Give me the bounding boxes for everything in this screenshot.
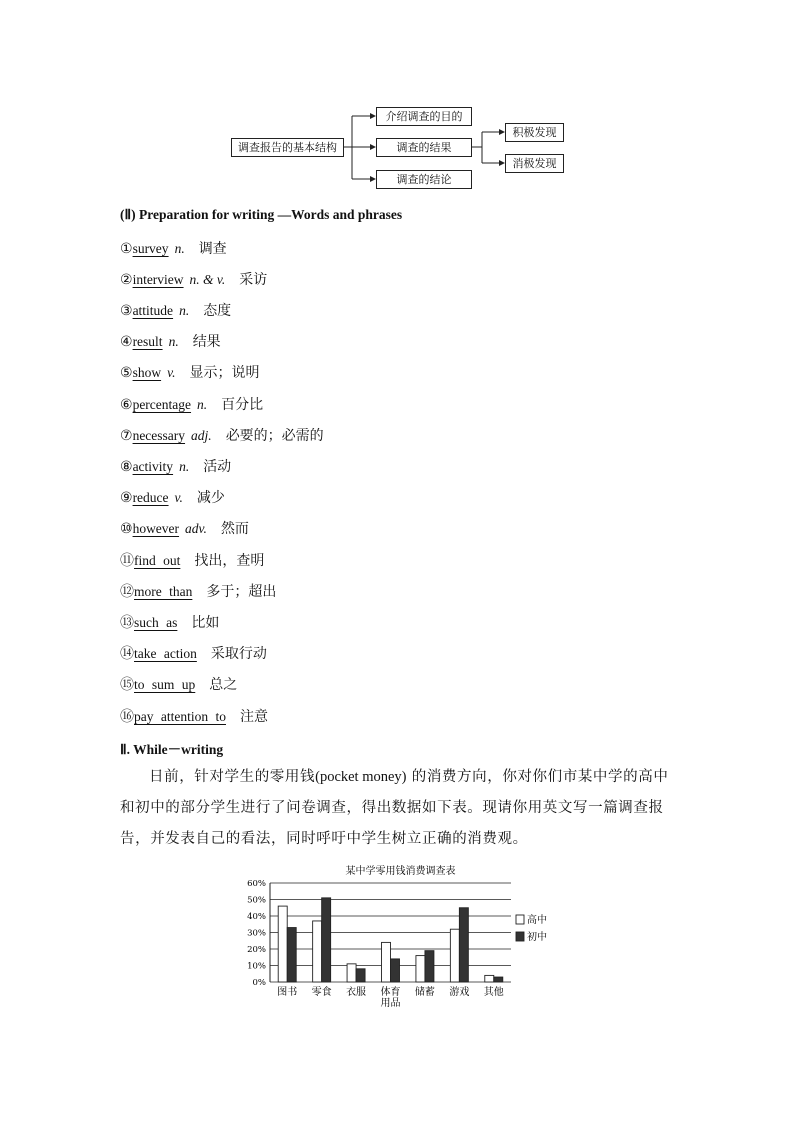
vocab-meaning: 然而: [220, 521, 249, 537]
vocab-meaning: 显示；说明: [189, 365, 260, 381]
vocab-meaning: 百分比: [221, 397, 264, 413]
legend-label: 初中: [527, 932, 547, 943]
legend-swatch: [516, 932, 524, 941]
bar: [485, 975, 494, 982]
vocab-pos: adj.: [191, 428, 212, 443]
vocab-word: show: [132, 365, 162, 380]
vocab-item: [120, 674, 237, 694]
vocab-meaning: 采访: [239, 272, 268, 288]
vocab-meaning: 找出，查明: [194, 553, 265, 569]
vocab-word: pay attention to: [134, 709, 226, 724]
vocab-number: ⑤: [120, 365, 133, 381]
vocab-number: ⑭: [120, 646, 134, 662]
vocab-pos: adv.: [185, 521, 207, 536]
y-tick-label: 10%: [247, 961, 266, 972]
vocab-meaning: 注意: [239, 709, 268, 725]
vocab-word: result: [132, 334, 163, 349]
bar: [287, 928, 296, 982]
diagram-root-box: 调查报告的基本结构: [231, 138, 344, 157]
vocab-word: however: [132, 521, 180, 536]
vocab-number: ⑧: [120, 459, 133, 475]
diagram-conclusion-box: 调查的结论: [376, 170, 472, 189]
vocab-word: necessary: [132, 428, 186, 443]
vocab-number: ⑥: [120, 397, 133, 413]
bar: [425, 951, 434, 982]
vocab-item: [120, 581, 276, 601]
y-tick-label: 0%: [252, 978, 266, 988]
vocab-pos: v.: [167, 365, 176, 380]
vocab-item: [120, 238, 227, 258]
x-tick-label: 游戏: [449, 987, 470, 998]
vocab-pos: n. & v.: [189, 272, 226, 287]
x-tick-label: 体育: [380, 987, 401, 998]
vocab-number: ③: [120, 303, 133, 319]
vocab-meaning: 采取行动: [210, 646, 267, 662]
while-writing-heading: Ⅱ. While－writing: [120, 742, 224, 757]
vocab-item: [120, 300, 231, 320]
vocab-number: ⑬: [120, 615, 134, 631]
bar: [494, 977, 503, 982]
vocab-item: [120, 487, 225, 507]
vocab-meaning: 活动: [203, 459, 232, 475]
vocab-item: [120, 456, 231, 476]
bar: [391, 959, 400, 982]
task-paragraph: [120, 762, 680, 855]
vocab-word: activity: [132, 459, 174, 474]
bar: [313, 921, 322, 982]
spending-bar-chart: [220, 860, 560, 1020]
vocab-word: reduce: [132, 490, 169, 505]
vocab-number: ⑫: [120, 584, 134, 600]
vocab-item: [120, 425, 324, 445]
vocab-meaning: 总之: [209, 677, 238, 693]
x-tick-label: 其他: [483, 987, 504, 998]
preparation-heading: (Ⅱ) Preparation for writing —Words and phrases: [120, 207, 403, 222]
chart-title: 某中学零用钱消费调查表: [345, 866, 456, 877]
y-tick-label: 40%: [247, 912, 266, 922]
vocab-word: attitude: [132, 303, 174, 318]
legend-label: 高中: [527, 915, 547, 926]
legend-swatch: [516, 915, 524, 924]
bar: [459, 908, 468, 982]
vocab-word: take action: [134, 646, 197, 661]
x-tick-label: 储蓄: [414, 987, 435, 998]
vocab-item: [120, 643, 267, 663]
y-tick-label: 20%: [247, 945, 266, 955]
x-tick-label: 零食: [311, 987, 332, 998]
bar: [356, 969, 365, 982]
y-tick-label: 50%: [247, 895, 266, 906]
bar: [322, 898, 331, 982]
vocab-number: ⑩: [120, 521, 133, 537]
task-text-end: 的消费方向，你对你们市某中学的高中和初中的部分学生进行了问卷调查，得出数据如下表。现请你用英文写一篇调查报告，并发表自己的看法，同时呼吁中学生树立正确的消费观。: [120, 769, 669, 847]
vocab-number: ②: [120, 272, 133, 288]
task-text-latin: (pocket money): [315, 769, 407, 785]
vocab-item: [120, 518, 249, 538]
vocab-word: survey: [132, 241, 169, 256]
bar: [416, 956, 425, 982]
vocab-pos: n.: [179, 459, 190, 474]
y-tick-label: 60%: [247, 879, 266, 889]
vocab-pos: n.: [179, 303, 190, 318]
x-tick-label: 图书: [277, 987, 298, 998]
vocab-number: ④: [120, 334, 133, 350]
x-tick-label: 用品: [380, 998, 401, 1009]
vocab-number: ⑮: [120, 677, 134, 693]
vocab-meaning: 必要的；必需的: [225, 428, 324, 444]
vocab-pos: v.: [174, 490, 183, 505]
vocab-item: [120, 331, 221, 351]
bar: [278, 906, 287, 982]
vocab-meaning: 结果: [192, 334, 221, 350]
vocab-meaning: 减少: [196, 490, 225, 506]
bar: [382, 942, 391, 982]
vocab-item: [120, 612, 219, 632]
vocab-number: ⑪: [120, 553, 134, 569]
vocab-word: percentage: [132, 397, 192, 412]
vocab-number: ⑯: [120, 709, 134, 725]
vocab-word: find out: [134, 553, 181, 568]
vocab-number: ①: [120, 241, 133, 257]
vocab-pos: n.: [174, 241, 185, 256]
vocab-pos: n.: [197, 397, 208, 412]
x-tick-label: 衣服: [346, 987, 367, 998]
bar: [347, 964, 356, 982]
diagram-result-box: 调查的结果: [376, 138, 472, 157]
vocab-word: such as: [134, 615, 178, 630]
task-text-start: 日前，针对学生的零用钱: [149, 769, 316, 785]
vocab-item: [120, 394, 263, 414]
vocab-number: ⑨: [120, 490, 133, 506]
vocab-number: ⑦: [120, 428, 133, 444]
diagram-negative-box: 消极发现: [505, 154, 564, 173]
bar: [450, 929, 459, 982]
vocab-item: [120, 362, 259, 382]
vocab-meaning: 调查: [198, 241, 227, 257]
vocab-meaning: 态度: [203, 303, 232, 319]
vocab-word: interview: [132, 272, 184, 287]
vocab-item: [120, 706, 268, 726]
vocab-item: [120, 269, 267, 289]
diagram-positive-box: 积极发现: [505, 123, 564, 142]
y-tick-label: 30%: [247, 928, 266, 939]
vocab-pos: n.: [168, 334, 179, 349]
diagram-purpose-box: 介绍调查的目的: [376, 107, 472, 126]
vocab-item: [120, 550, 264, 570]
vocab-word: to sum up: [134, 677, 196, 692]
vocab-meaning: 比如: [191, 615, 220, 631]
vocab-word: more than: [134, 584, 193, 599]
vocab-meaning: 多于；超出: [206, 584, 277, 600]
